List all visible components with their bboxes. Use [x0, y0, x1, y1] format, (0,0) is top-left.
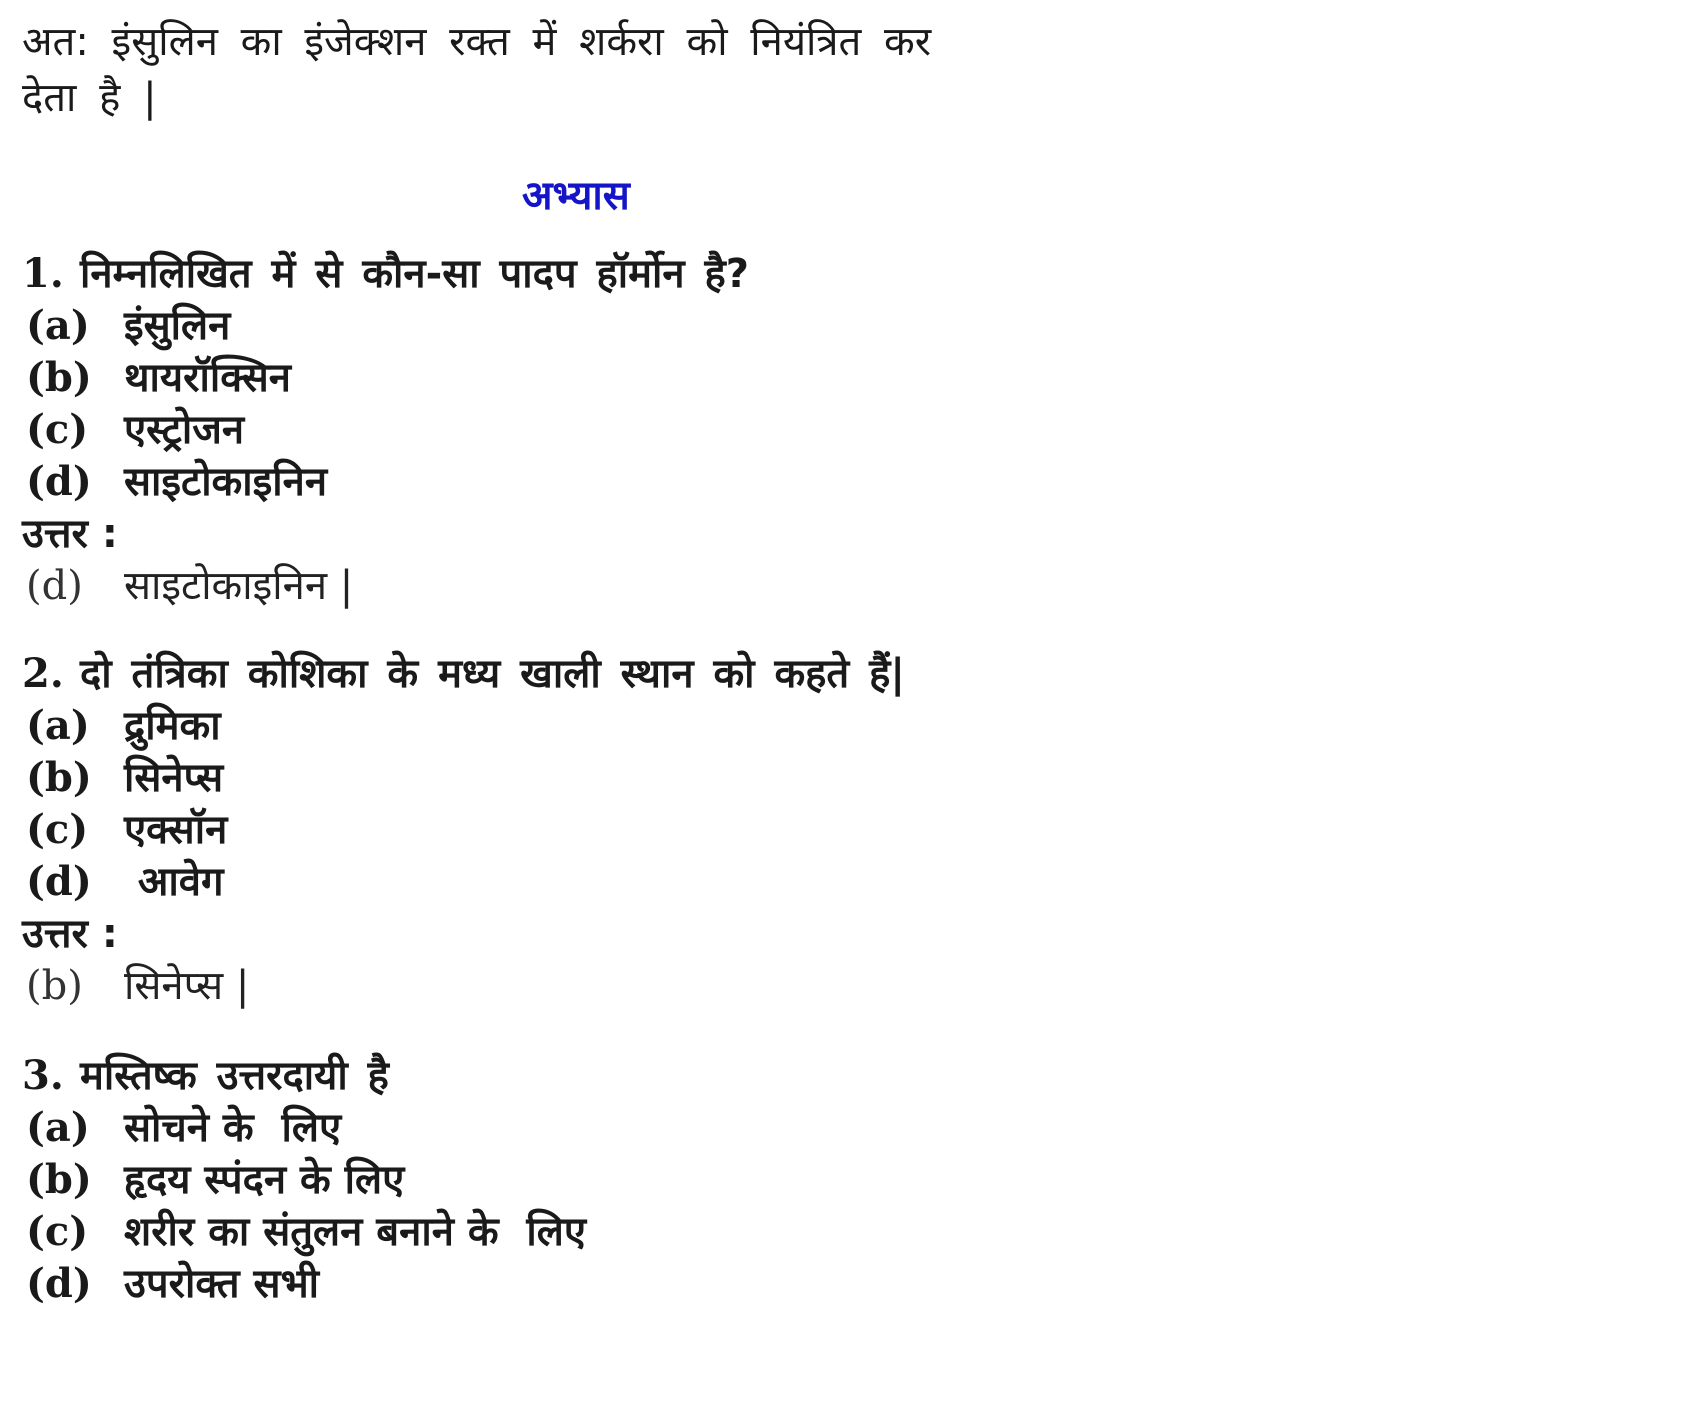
q1-option-c [26, 400, 244, 455]
q3-option-b [26, 1150, 404, 1205]
option-letter: (a) [26, 302, 90, 349]
option-letter: (c) [26, 406, 89, 453]
question-text: मस्तिष्क उत्तरदायी है [80, 1053, 389, 1099]
option-letter: (a) [26, 702, 90, 749]
answer-letter: (d) [26, 563, 83, 609]
q1-option-d [26, 452, 327, 507]
q1-option-b [26, 348, 291, 403]
question-number: 2. [22, 650, 64, 697]
q2-option-a [26, 696, 221, 751]
q2-answer-label: उत्तर : [22, 911, 118, 957]
intro-line-1: अत: इंसुलिन का इंजेक्शन रक्त में शर्करा को नियंत्रित कर [22, 19, 932, 65]
q2-option-c [26, 800, 227, 855]
option-letter: (d) [26, 858, 92, 905]
option-text: एस्ट्रोजन [124, 407, 245, 453]
document-page [22, 0, 1682, 1417]
option-text: शरीर का संतुलन बनाने के लिए [124, 1209, 586, 1255]
section-heading: अभ्यास [522, 173, 630, 219]
intro-line-2: देता है | [22, 75, 157, 121]
option-text: हृदय स्पंदन के लिए [124, 1157, 405, 1203]
question-number: 1. [22, 250, 64, 297]
q3-option-d [26, 1254, 319, 1309]
q2-option-b [26, 748, 223, 803]
option-text: इंसुलिन [124, 303, 231, 349]
answer-text: सिनेप्स | [124, 963, 250, 1009]
option-letter: (b) [26, 354, 92, 401]
option-letter: (b) [26, 1156, 92, 1203]
q2-option-d [26, 852, 224, 907]
q1-answer [26, 556, 353, 611]
question-1 [22, 244, 749, 299]
question-2 [22, 644, 905, 699]
q2-answer [26, 956, 249, 1011]
intro-paragraph [22, 14, 1142, 126]
option-text: उपरोक्त सभी [124, 1261, 320, 1307]
q3-option-c [26, 1202, 586, 1257]
option-text: सिनेप्स [124, 755, 224, 801]
option-letter: (b) [26, 754, 92, 801]
question-text: दो तंत्रिका कोशिका के मध्य खाली स्थान को कहते हैं| [80, 651, 905, 697]
option-letter: (c) [26, 806, 89, 853]
option-letter: (a) [26, 1104, 90, 1151]
option-text: आवेग [124, 859, 224, 905]
option-text: साइटोकाइनिन [124, 459, 328, 505]
option-letter: (d) [26, 1260, 92, 1307]
option-letter: (d) [26, 458, 92, 505]
question-3 [22, 1046, 389, 1101]
option-text: एक्सॉन [124, 807, 228, 853]
question-number: 3. [22, 1052, 64, 1099]
option-text: द्रुमिका [124, 703, 221, 749]
question-text: निम्नलिखित में से कौन-सा पादप हॉर्मोन है? [80, 251, 749, 297]
q1-option-a [26, 296, 230, 351]
answer-text: साइटोकाइनिन | [124, 563, 354, 609]
q1-answer-label: उत्तर : [22, 511, 118, 557]
answer-letter: (b) [26, 963, 83, 1009]
option-letter: (c) [26, 1208, 89, 1255]
option-text: सोचने के लिए [124, 1105, 342, 1151]
q3-option-a [26, 1098, 341, 1153]
option-text: थायरॉक्सिन [124, 355, 291, 401]
